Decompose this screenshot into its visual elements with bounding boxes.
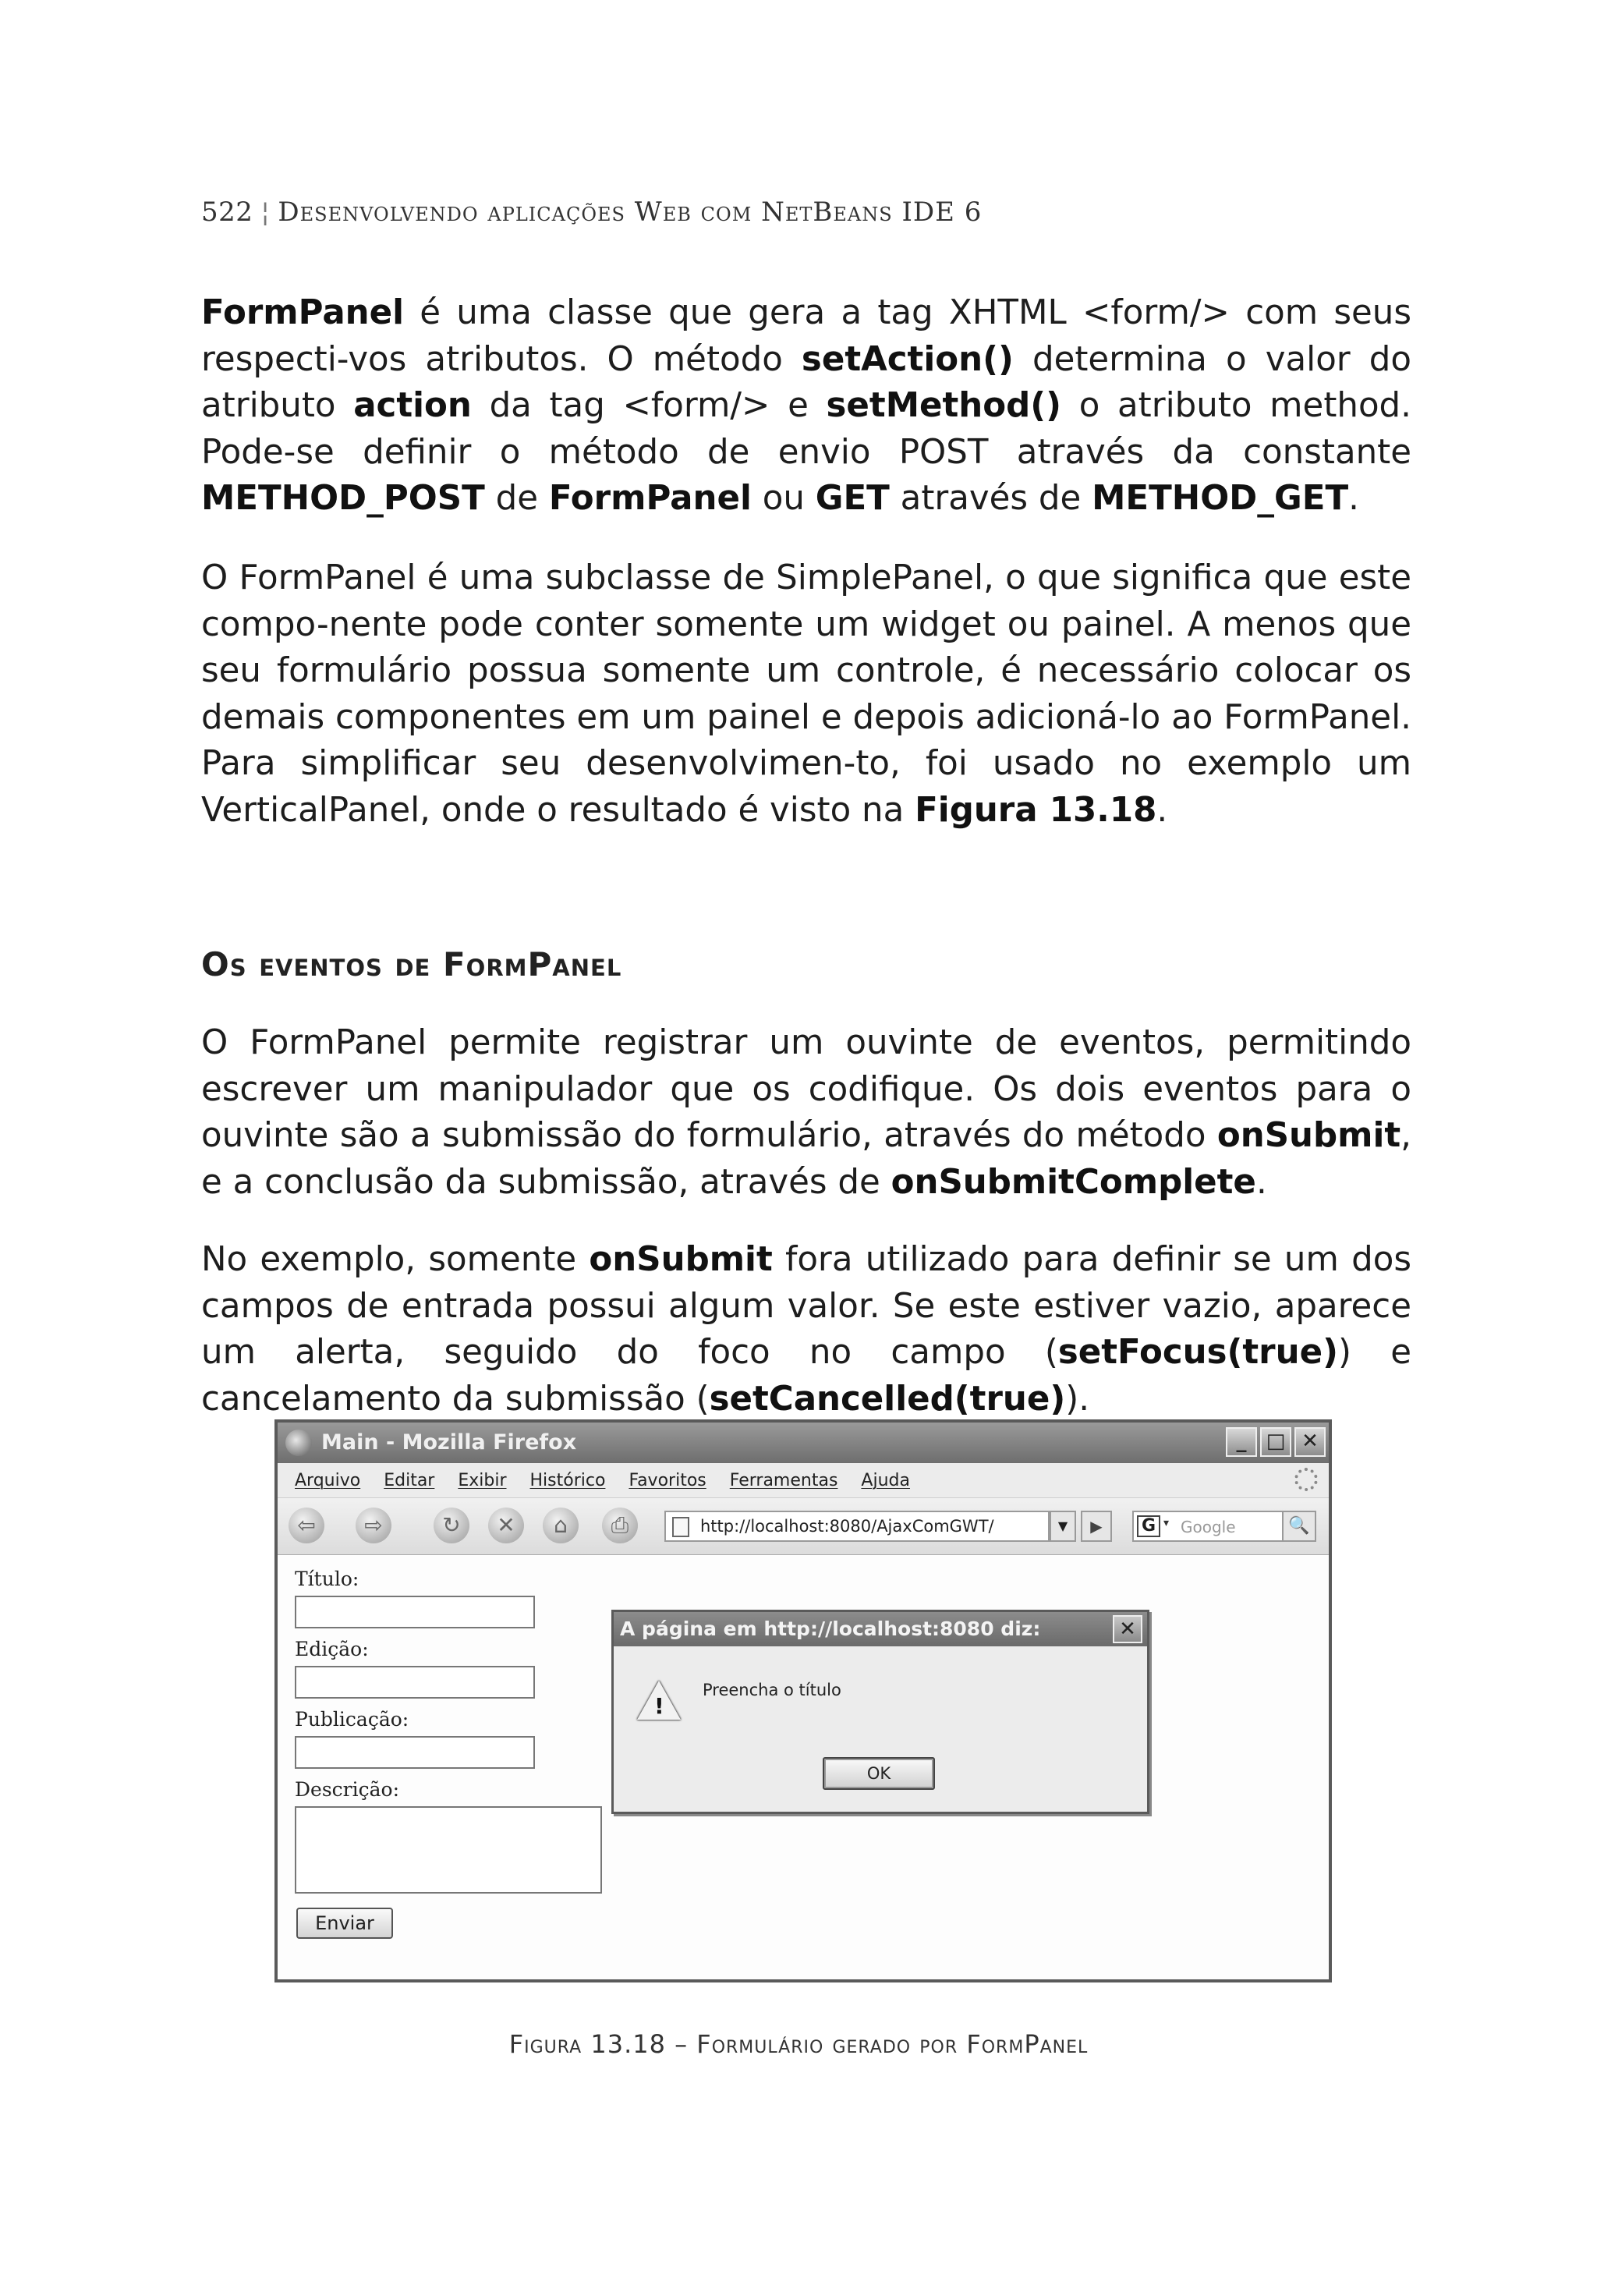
text-span: ). <box>1065 1379 1090 1419</box>
running-header <box>201 197 982 228</box>
reload-icon[interactable]: ↻ <box>434 1508 469 1543</box>
warning-exclamation: ! <box>654 1693 664 1719</box>
publicacao-input[interactable] <box>295 1736 535 1769</box>
text-span: No exemplo, somente <box>201 1240 590 1279</box>
term-method-get: METHOD_GET <box>1092 479 1349 518</box>
paragraph-simplepanel <box>201 555 1411 834</box>
paragraph-example <box>201 1237 1411 1423</box>
section-heading: Os eventos de FormPanel <box>201 945 622 983</box>
text-span: , e a conclusão da submissão, através de <box>201 1116 1411 1202</box>
dialog-close-icon[interactable]: ✕ <box>1113 1615 1142 1643</box>
text-span: o atributo method. Pode-se definir o método de envio POST através da constante <box>201 386 1411 472</box>
header-separator: ¦ <box>260 197 271 228</box>
figure-caption: Figura 13.18 – Formulário gerado por FormPanel <box>508 2029 1089 2059</box>
term-method-post: METHOD_POST <box>201 479 485 518</box>
term-formpanel: FormPanel <box>201 293 405 332</box>
home-icon[interactable]: ⌂ <box>543 1508 579 1543</box>
firefox-icon <box>285 1430 312 1456</box>
text-span: de <box>484 479 549 518</box>
browser-titlebar <box>278 1423 1329 1463</box>
text-span: é uma classe que gera a tag XHTML <form/> com seus respecti-vos atributos. O método <box>201 293 1411 379</box>
paragraph-events <box>201 1020 1411 1206</box>
search-placeholder: Google <box>1181 1518 1236 1536</box>
search-box[interactable] <box>1132 1511 1316 1542</box>
term-setfocus: setFocus(true) <box>1057 1333 1338 1372</box>
edicao-label: Edição: <box>295 1638 369 1660</box>
text-span: . <box>1348 479 1359 518</box>
paragraph-formpanel-intro <box>201 290 1411 523</box>
publicacao-label: Publicação: <box>295 1708 409 1731</box>
titulo-input[interactable] <box>295 1596 535 1628</box>
go-button[interactable]: ▶ <box>1081 1511 1112 1542</box>
text-span: da tag <form/> e <box>471 386 827 425</box>
text-span: fora utilizado para definir se um dos campos de entrada possui algum valor. Se este estiver vazio, aparece um alerta, seguido do foco no campo ( <box>201 1240 1412 1372</box>
menu-bar <box>278 1463 1329 1498</box>
term-onsubmitcomplete: onSubmitComplete <box>891 1162 1256 1202</box>
enviar-button[interactable]: Enviar <box>296 1908 393 1939</box>
term-formpanel: FormPanel <box>548 479 752 518</box>
browser-screenshot-figure <box>274 1419 1332 1982</box>
google-engine-icon[interactable]: G <box>1137 1515 1160 1537</box>
menu-arquivo[interactable]: Arquivo <box>295 1470 361 1490</box>
navigation-toolbar <box>278 1498 1329 1556</box>
text-span: ou <box>751 479 816 518</box>
forward-arrow-icon[interactable]: ⇨ <box>356 1508 391 1543</box>
text-span: determina o valor do atributo <box>201 339 1411 425</box>
book-title: Desenvolvendo aplicações Web com NetBeans IDE 6 <box>278 197 983 228</box>
edicao-input[interactable] <box>295 1666 535 1699</box>
bookmark-icon[interactable]: ⎙ <box>602 1508 638 1543</box>
menu-favoritos[interactable]: Favoritos <box>629 1470 706 1490</box>
term-onsubmit: onSubmit <box>1216 1116 1401 1155</box>
term-setaction: setAction() <box>801 339 1014 379</box>
term-get: GET <box>815 479 890 518</box>
close-window-button[interactable]: ✕ <box>1294 1427 1326 1457</box>
throbber-icon <box>1294 1468 1318 1491</box>
text-span: através de <box>889 479 1092 518</box>
window-title: Main - Mozilla Firefox <box>321 1430 577 1454</box>
text-span: O FormPanel permite registrar um ouvinte de eventos, permitindo escrever um manipulador que os codifique. Os dois eventos para o ouvinte são a submissão do formulário, através do método <box>201 1023 1411 1155</box>
text-span: ) e cancelamento da submissão ( <box>201 1333 1411 1419</box>
page-number: 522 <box>201 197 253 228</box>
menu-editar[interactable]: Editar <box>384 1470 435 1490</box>
search-engine-dropdown-icon[interactable]: ▾ <box>1163 1517 1170 1529</box>
figure-reference: Figura 13.18 <box>915 790 1157 830</box>
dialog-titlebar <box>614 1612 1147 1646</box>
descricao-textarea[interactable] <box>295 1806 602 1894</box>
search-icon[interactable]: 🔍 <box>1282 1512 1315 1540</box>
term-onsubmit: onSubmit <box>589 1240 773 1279</box>
menu-ferramentas[interactable]: Ferramentas <box>729 1470 838 1490</box>
titulo-label: Título: <box>295 1568 359 1590</box>
address-url: http://localhost:8080/AjaxComGWT/ <box>700 1517 994 1536</box>
text-span: . <box>1156 790 1168 830</box>
minimize-button[interactable]: _ <box>1226 1427 1257 1457</box>
descricao-label: Descrição: <box>295 1778 399 1801</box>
term-action: action <box>353 386 472 425</box>
alert-dialog <box>611 1610 1149 1814</box>
text-span: O FormPanel é uma subclasse de SimplePanel, o que significa que este compo-nente pode conter somente um widget ou painel. A menos que seu formulário possua somente um controle, é necessário colocar os demais componentes em um painel e depois adicioná-lo ao FormPanel. Para simplificar seu desenvolvimen-to, foi usado no exemplo um VerticalPanel, onde o resultado é visto na <box>201 558 1411 830</box>
ok-button[interactable]: OK <box>823 1757 935 1790</box>
dialog-title: A página em http://localhost:8080 diz: <box>620 1617 1041 1640</box>
term-setmethod: setMethod() <box>826 386 1062 425</box>
text-span: . <box>1255 1162 1267 1202</box>
back-arrow-icon[interactable]: ⇦ <box>289 1508 324 1543</box>
address-dropdown-icon[interactable]: ▼ <box>1050 1511 1076 1542</box>
menu-exibir[interactable]: Exibir <box>458 1470 507 1490</box>
stop-icon[interactable]: ✕ <box>488 1508 524 1543</box>
term-setcancelled: setCancelled(true) <box>709 1379 1066 1419</box>
page-icon <box>672 1517 689 1537</box>
menu-ajuda[interactable]: Ajuda <box>861 1470 910 1490</box>
menu-historico[interactable]: Histórico <box>529 1470 606 1490</box>
page-content <box>278 1555 1329 1979</box>
maximize-button[interactable]: □ <box>1260 1427 1291 1457</box>
dialog-message: Preencha o título <box>703 1681 841 1699</box>
address-bar[interactable] <box>664 1511 1050 1542</box>
window-controls <box>1226 1427 1326 1457</box>
